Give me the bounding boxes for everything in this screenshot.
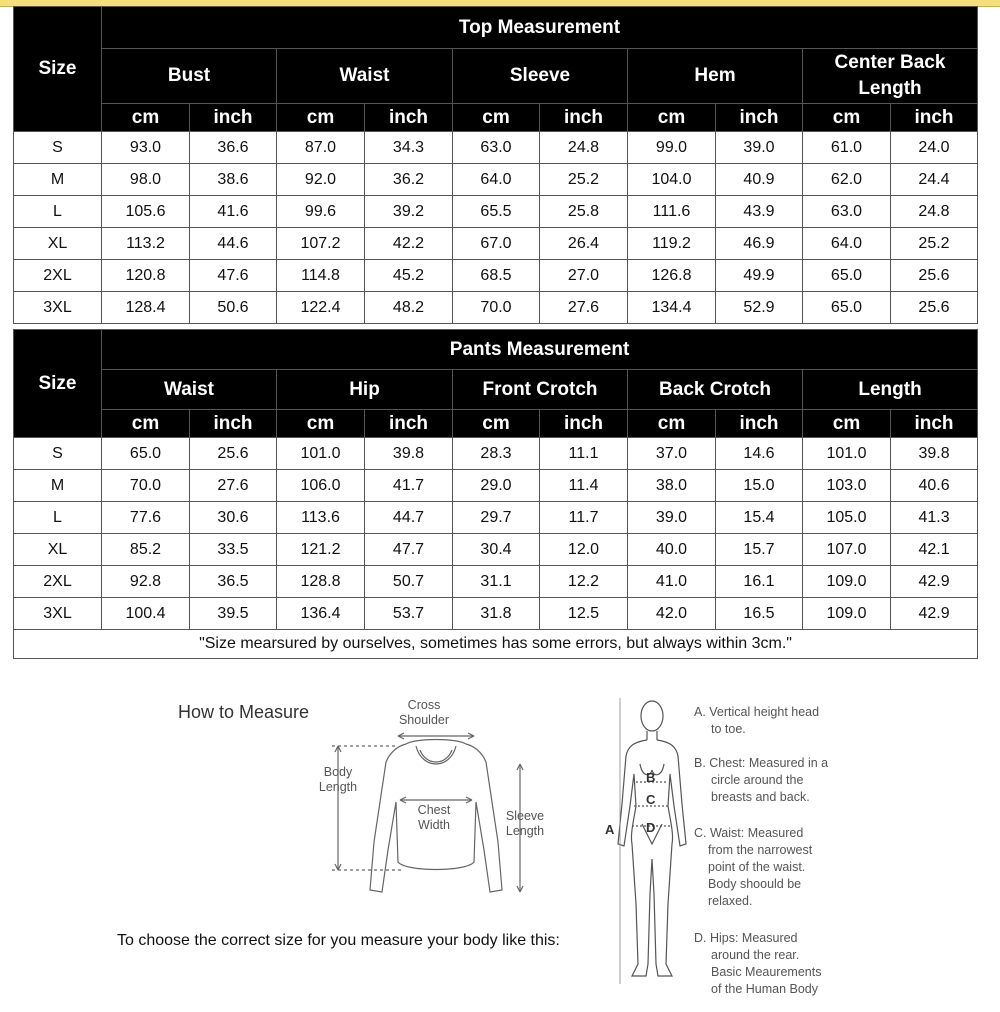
body-length-label: Body Length: [318, 765, 358, 794]
value-cell: 34.3: [365, 132, 453, 164]
value-cell: 136.4: [277, 598, 365, 630]
value-cell: 63.0: [803, 196, 891, 228]
value-cell: 93.0: [102, 132, 190, 164]
value-cell: 92.8: [102, 566, 190, 598]
value-cell: 105.0: [803, 502, 891, 534]
value-cell: 119.2: [628, 228, 716, 260]
value-cell: 106.0: [277, 470, 365, 502]
table-row: [14, 228, 978, 260]
group-header: Waist: [277, 49, 453, 104]
size-header: Size: [14, 7, 102, 132]
unit-header: cm: [277, 104, 365, 132]
value-cell: 126.8: [628, 260, 716, 292]
value-cell: 36.2: [365, 164, 453, 196]
value-cell: 28.3: [453, 438, 540, 470]
value-cell: 39.8: [891, 438, 978, 470]
value-cell: 27.0: [540, 260, 628, 292]
value-cell: 14.6: [716, 438, 803, 470]
size-cell: 3XL: [14, 292, 102, 324]
value-cell: 52.9: [716, 292, 803, 324]
group-header: Hem: [628, 49, 803, 104]
legend-a: A. Vertical height head to toe.: [694, 705, 820, 736]
value-cell: 40.0: [628, 534, 716, 566]
value-cell: 29.7: [453, 502, 540, 534]
table-row: [14, 196, 978, 228]
value-cell: 42.9: [891, 598, 978, 630]
size-cell: 2XL: [14, 566, 102, 598]
value-cell: 50.6: [190, 292, 277, 324]
table-row: [14, 292, 978, 324]
value-cell: 70.0: [102, 470, 190, 502]
table-row: [14, 164, 978, 196]
value-cell: 41.0: [628, 566, 716, 598]
value-cell: 46.9: [716, 228, 803, 260]
table-row: [14, 438, 978, 470]
value-cell: 109.0: [803, 566, 891, 598]
value-cell: 16.1: [716, 566, 803, 598]
group-header: Waist: [102, 370, 277, 410]
value-cell: 105.6: [102, 196, 190, 228]
value-cell: 113.6: [277, 502, 365, 534]
table-row: [14, 598, 978, 630]
value-cell: 26.4: [540, 228, 628, 260]
size-cell: S: [14, 132, 102, 164]
table-row: [14, 566, 978, 598]
value-cell: 49.9: [716, 260, 803, 292]
unit-header: cm: [102, 104, 190, 132]
value-cell: 77.6: [102, 502, 190, 534]
value-cell: 12.5: [540, 598, 628, 630]
value-cell: 120.8: [102, 260, 190, 292]
value-cell: 47.6: [190, 260, 277, 292]
table-row: [14, 534, 978, 566]
value-cell: 44.6: [190, 228, 277, 260]
value-cell: 15.7: [716, 534, 803, 566]
sleeve-length-label: Sleeve Length: [505, 809, 545, 838]
value-cell: 70.0: [453, 292, 540, 324]
value-cell: 24.0: [891, 132, 978, 164]
body-letter-c: C: [646, 792, 656, 807]
sweater-diagram-icon: [316, 722, 556, 902]
value-cell: 65.5: [453, 196, 540, 228]
value-cell: 25.8: [540, 196, 628, 228]
value-cell: 111.6: [628, 196, 716, 228]
value-cell: 41.7: [365, 470, 453, 502]
value-cell: 42.2: [365, 228, 453, 260]
group-header: Sleeve: [453, 49, 628, 104]
value-cell: 50.7: [365, 566, 453, 598]
unit-header: inch: [190, 104, 277, 132]
value-cell: 103.0: [803, 470, 891, 502]
unit-header: inch: [365, 104, 453, 132]
value-cell: 41.6: [190, 196, 277, 228]
body-letter-b: B: [646, 770, 656, 785]
unit-header: inch: [716, 410, 803, 438]
human-body-diagram-icon: [612, 694, 692, 994]
value-cell: 92.0: [277, 164, 365, 196]
value-cell: 16.5: [716, 598, 803, 630]
value-cell: 15.0: [716, 470, 803, 502]
value-cell: 25.2: [540, 164, 628, 196]
value-cell: 62.0: [803, 164, 891, 196]
value-cell: 27.6: [190, 470, 277, 502]
value-cell: 65.0: [803, 292, 891, 324]
group-header: Front Crotch: [453, 370, 628, 410]
value-cell: 29.0: [453, 470, 540, 502]
unit-header: cm: [453, 410, 540, 438]
group-header: Back Crotch: [628, 370, 803, 410]
value-cell: 36.6: [190, 132, 277, 164]
value-cell: 45.2: [365, 260, 453, 292]
unit-header: cm: [453, 104, 540, 132]
unit-header: cm: [102, 410, 190, 438]
value-cell: 11.1: [540, 438, 628, 470]
size-cell: S: [14, 438, 102, 470]
value-cell: 41.3: [891, 502, 978, 534]
value-cell: 27.6: [540, 292, 628, 324]
value-cell: 64.0: [803, 228, 891, 260]
value-cell: 68.5: [453, 260, 540, 292]
value-cell: 36.5: [190, 566, 277, 598]
value-cell: 31.8: [453, 598, 540, 630]
value-cell: 65.0: [803, 260, 891, 292]
size-cell: 2XL: [14, 260, 102, 292]
group-header: Center Back Length: [803, 49, 978, 104]
unit-header: inch: [190, 410, 277, 438]
value-cell: 24.4: [891, 164, 978, 196]
chest-width-label: Chest Width: [417, 803, 451, 832]
value-cell: 24.8: [540, 132, 628, 164]
value-cell: 15.4: [716, 502, 803, 534]
value-cell: 53.7: [365, 598, 453, 630]
value-cell: 63.0: [453, 132, 540, 164]
size-cell: M: [14, 470, 102, 502]
value-cell: 43.9: [716, 196, 803, 228]
group-header: Length: [803, 370, 978, 410]
value-cell: 65.0: [102, 438, 190, 470]
unit-header: inch: [365, 410, 453, 438]
value-cell: 38.6: [190, 164, 277, 196]
size-note: "Size mearsured by ourselves, sometimes has some errors, but always within 3cm.": [14, 630, 978, 659]
value-cell: 47.7: [365, 534, 453, 566]
group-header: Hip: [277, 370, 453, 410]
unit-header: inch: [540, 410, 628, 438]
value-cell: 44.7: [365, 502, 453, 534]
value-cell: 104.0: [628, 164, 716, 196]
value-cell: 101.0: [277, 438, 365, 470]
group-header: Bust: [102, 49, 277, 104]
value-cell: 38.0: [628, 470, 716, 502]
value-cell: 25.6: [891, 292, 978, 324]
table-row: [14, 502, 978, 534]
value-cell: 107.2: [277, 228, 365, 260]
value-cell: 87.0: [277, 132, 365, 164]
legend-c: C. Waist: Measured from the narrowest point of the waist. Body shoould be relaxed.: [694, 826, 813, 908]
value-cell: 113.2: [102, 228, 190, 260]
top-measurement-table: [13, 6, 978, 324]
value-cell: 39.0: [716, 132, 803, 164]
value-cell: 128.8: [277, 566, 365, 598]
body-letter-a: A: [605, 822, 615, 837]
value-cell: 67.0: [453, 228, 540, 260]
value-cell: 24.8: [891, 196, 978, 228]
value-cell: 11.7: [540, 502, 628, 534]
value-cell: 114.8: [277, 260, 365, 292]
value-cell: 128.4: [102, 292, 190, 324]
value-cell: 99.6: [277, 196, 365, 228]
value-cell: 48.2: [365, 292, 453, 324]
value-cell: 101.0: [803, 438, 891, 470]
size-cell: L: [14, 502, 102, 534]
value-cell: 39.8: [365, 438, 453, 470]
unit-header: inch: [716, 104, 803, 132]
value-cell: 12.0: [540, 534, 628, 566]
value-cell: 39.5: [190, 598, 277, 630]
value-cell: 100.4: [102, 598, 190, 630]
table-row: [14, 132, 978, 164]
value-cell: 25.6: [891, 260, 978, 292]
size-cell: L: [14, 196, 102, 228]
size-header: Size: [14, 330, 102, 438]
size-cell: 3XL: [14, 598, 102, 630]
value-cell: 40.9: [716, 164, 803, 196]
value-cell: 30.6: [190, 502, 277, 534]
value-cell: 39.2: [365, 196, 453, 228]
unit-header: cm: [628, 104, 716, 132]
unit-header: cm: [628, 410, 716, 438]
size-cell: XL: [14, 534, 102, 566]
pants-measurement-title: Pants Measurement: [102, 330, 978, 370]
value-cell: 134.4: [628, 292, 716, 324]
size-cell: M: [14, 164, 102, 196]
value-cell: 37.0: [628, 438, 716, 470]
value-cell: 31.1: [453, 566, 540, 598]
value-cell: 42.9: [891, 566, 978, 598]
value-cell: 25.6: [190, 438, 277, 470]
table-row: [14, 470, 978, 502]
value-cell: 61.0: [803, 132, 891, 164]
value-cell: 39.0: [628, 502, 716, 534]
value-cell: 40.6: [891, 470, 978, 502]
table-row: [14, 260, 978, 292]
value-cell: 33.5: [190, 534, 277, 566]
value-cell: 98.0: [102, 164, 190, 196]
unit-header: cm: [277, 410, 365, 438]
value-cell: 64.0: [453, 164, 540, 196]
value-cell: 99.0: [628, 132, 716, 164]
legend-b: B. Chest: Measured in a circle around the breasts and back.: [694, 756, 829, 804]
value-cell: 121.2: [277, 534, 365, 566]
unit-header: cm: [803, 410, 891, 438]
legend-d: D. Hips: Measured around the rear. Basic Meaurements of the Human Body: [694, 931, 822, 996]
value-cell: 30.4: [453, 534, 540, 566]
value-cell: 42.0: [628, 598, 716, 630]
unit-header: inch: [891, 104, 978, 132]
value-cell: 11.4: [540, 470, 628, 502]
how-to-measure-title: How to Measure: [178, 702, 310, 722]
top-measurement-title: Top Measurement: [102, 7, 978, 49]
value-cell: 12.2: [540, 566, 628, 598]
unit-header: cm: [803, 104, 891, 132]
unit-header: inch: [540, 104, 628, 132]
body-letter-d: D: [646, 820, 656, 835]
cross-shoulder-label: Cross Shoulder: [398, 698, 450, 727]
value-cell: 109.0: [803, 598, 891, 630]
choose-size-instruction: To choose the correct size for you measure your body like this:: [117, 932, 560, 949]
value-cell: 85.2: [102, 534, 190, 566]
size-cell: XL: [14, 228, 102, 260]
pants-measurement-table: [13, 329, 978, 659]
value-cell: 25.2: [891, 228, 978, 260]
value-cell: 122.4: [277, 292, 365, 324]
unit-header: inch: [891, 410, 978, 438]
value-cell: 42.1: [891, 534, 978, 566]
value-cell: 107.0: [803, 534, 891, 566]
